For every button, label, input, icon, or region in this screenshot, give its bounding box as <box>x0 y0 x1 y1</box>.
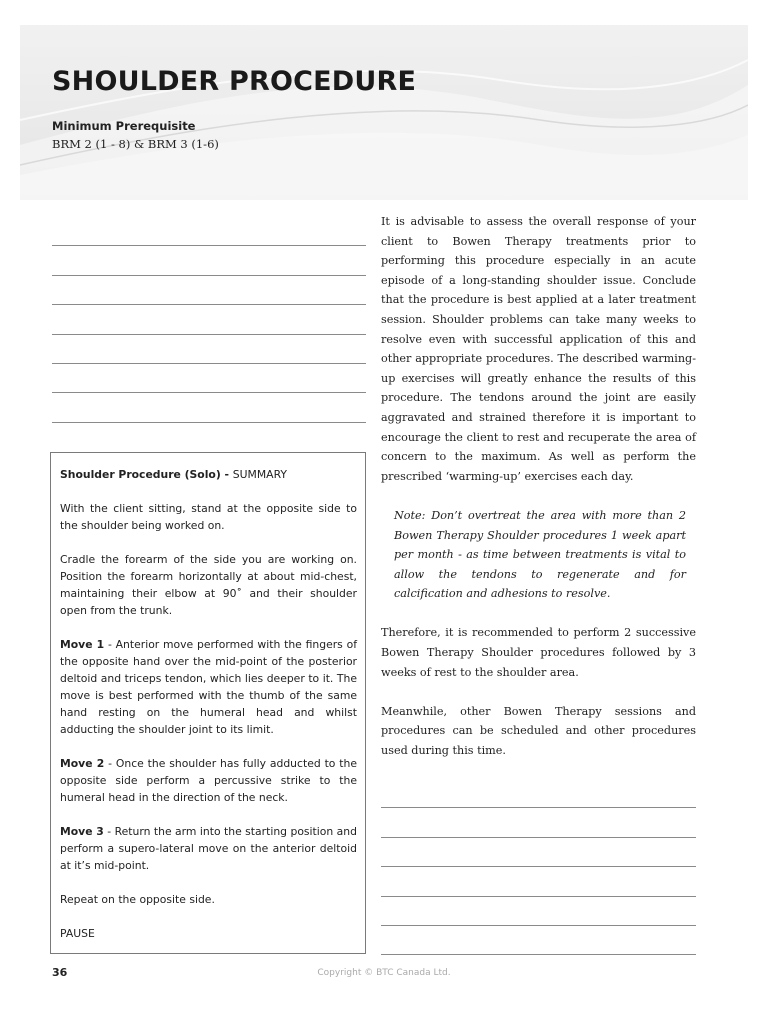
body-paragraph-1: It is advisable to assess the overall response of your client to Bowen Therapy treatments prior to performing this procedure especially in an acute episode of a long-standing shoulder issue. Conclude that the procedure is best applied at a later treatment session. Shoulder problems can take many weeks to resolve even with successful application of this and other appropriate procedures. The described warming-up exercises will greatly enhance the results of this procedure. The tendons around the joint are easily aggravated and strained therefore it is important to encourage the client to rest and recuperate the area of concern to the maximum. As well as perform the prescribed ‘warming-up’ exercises each day. <box>381 215 696 483</box>
header-banner <box>20 25 748 200</box>
note-line <box>381 926 696 955</box>
note-line <box>381 808 696 837</box>
move-3 <box>60 823 357 874</box>
note-line <box>52 246 366 275</box>
note-line <box>381 838 696 867</box>
move-label: Move 1 <box>60 638 105 651</box>
note-line <box>52 364 366 393</box>
move-text: - Once the shoulder has fully adducted to the opposite side perform a percussive strike to the humeral head in the direction of the neck. <box>60 757 357 804</box>
note-line <box>52 305 366 334</box>
move-label: Move 2 <box>60 757 105 770</box>
prerequisite-value: BRM 2 (1 - 8) & BRM 3 (1-6) <box>52 137 219 151</box>
body-note: Note: Don’t overtreat the area with more than 2 Bowen Therapy Shoulder procedures 1 week apart per month - as time between treatments is vital to allow the tendons to regenerate and for calcification and adhesions to resolve. <box>394 508 686 601</box>
body-text <box>381 212 696 780</box>
prerequisite-label: Minimum Prerequisite <box>52 119 196 133</box>
page-title: SHOULDER PROCEDURE <box>52 66 417 97</box>
summary-box <box>50 452 366 954</box>
move-text: - Return the arm into the starting position and perform a supero-lateral move on the anterior deltoid at it’s mid-point. <box>60 825 357 872</box>
copyright-notice: Copyright © BTC Canada Ltd. <box>317 968 451 978</box>
body-paragraph-2: Therefore, it is recommended to perform 2 successive Bowen Therapy Shoulder procedures followed by 3 weeks of rest to the shoulder area. <box>381 626 696 679</box>
move-2 <box>60 755 357 806</box>
notes-lines-left <box>52 217 366 423</box>
move-text: - Anterior move performed with the fingers of the opposite hand over the mid-point of the posterior deltoid and triceps tendon, which lies deeper to it. The move is best performed with the thumb of the same hand resting on the humeral head and whilst adducting the shoulder joint to its limit. <box>60 638 358 736</box>
summary-pause: PAUSE <box>60 927 95 940</box>
note-line <box>52 217 366 246</box>
note-line <box>52 335 366 364</box>
body-paragraph-3: Meanwhile, other Bowen Therapy sessions and procedures can be scheduled and other procedures used during this time. <box>381 704 696 758</box>
move-label: Move 3 <box>60 825 104 838</box>
summary-repeat: Repeat on the opposite side. <box>60 893 215 906</box>
summary-intro: With the client sitting, stand at the opposite side to the shoulder being worked on. <box>60 502 357 532</box>
summary-positioning: Cradle the forearm of the side you are working on. Position the forearm horizontally at about mid-chest, maintaining their elbow at 90˚ and their shoulder open from the trunk. <box>60 553 357 617</box>
note-line <box>381 867 696 896</box>
notes-lines-right <box>381 779 696 955</box>
summary-title-prefix: Shoulder Procedure (Solo) - <box>60 468 233 481</box>
wave-decoration <box>20 25 748 200</box>
note-line <box>381 897 696 926</box>
page-number: 36 <box>52 966 68 979</box>
summary-title-suffix: SUMMARY <box>232 468 287 481</box>
note-line <box>52 393 366 422</box>
note-line <box>52 276 366 305</box>
summary-title <box>60 466 357 483</box>
note-line <box>381 779 696 808</box>
move-1 <box>60 636 357 738</box>
